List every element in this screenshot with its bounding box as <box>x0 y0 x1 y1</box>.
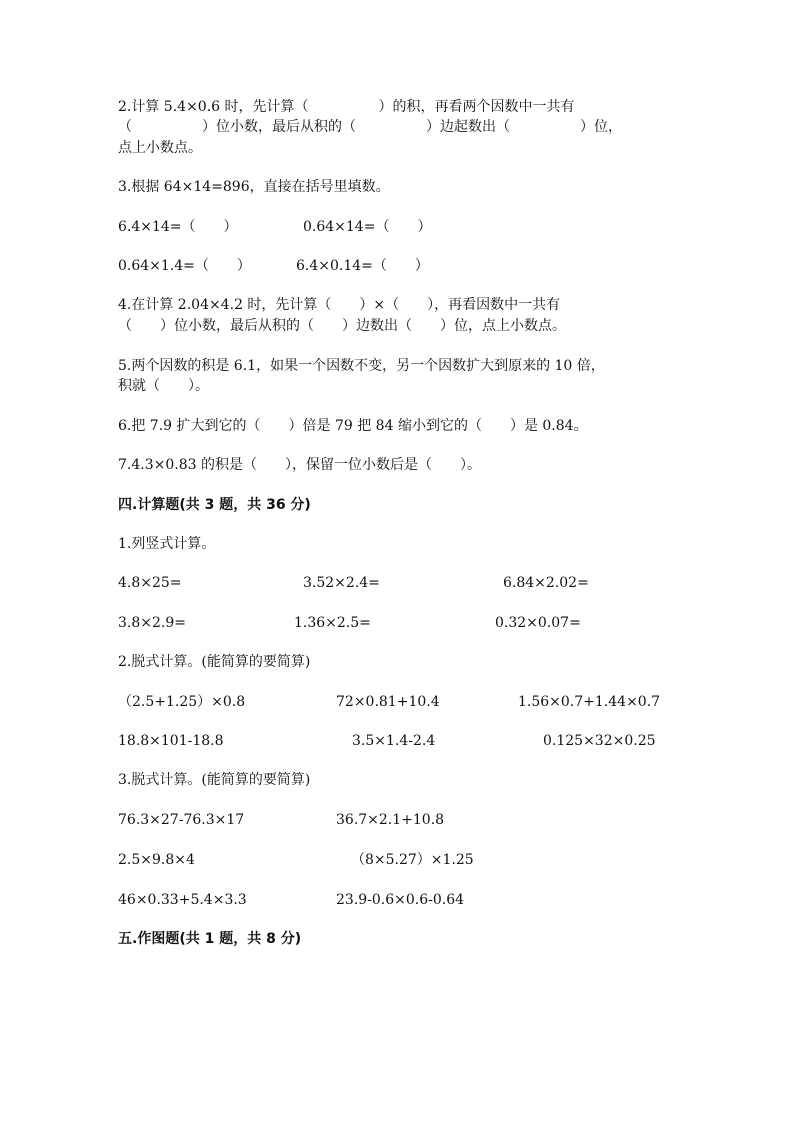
s4-p3-expr: 2.5×9.8×4 <box>118 852 195 868</box>
s4-p2-title: 2.脱式计算。(能简算的要简算) <box>118 654 311 670</box>
q3-item-3: 0.64×1.4=（ ） <box>118 258 251 274</box>
q3-item-4: 6.4×0.14=（ ） <box>296 258 429 274</box>
s4-p2-expr: （2.5+1.25）×0.8 <box>118 694 246 710</box>
section-5-title: 五.作图题(共 1 题，共 8 分) <box>118 931 302 947</box>
s4-p3-expr: 46×0.33+5.4×3.3 <box>118 892 247 908</box>
q4-line-2: （ ）位小数，最后从积的（ ）边数出（ ）位，点上小数点。 <box>118 318 566 334</box>
s4-p3-expr: （8×5.27）×1.25 <box>351 852 474 868</box>
q2-line-2: （ ）位小数，最后从积的（ ）边起数出（ ）位， <box>118 119 622 135</box>
s4-p1-expr: 6.84×2.02= <box>503 575 589 591</box>
q5-line-2: 积就（ ）。 <box>118 378 209 394</box>
s4-p3-expr: 23.9-0.6×0.6-0.64 <box>336 892 465 908</box>
s4-p1-expr: 1.36×2.5= <box>294 615 371 631</box>
q5-line-1: 5.两个因数的积是 6.1，如果一个因数不变，另一个因数扩大到原来的 10 倍， <box>118 358 605 374</box>
q7-text: 7.4.3×0.83 的积是（ ），保留一位小数后是（ ）。 <box>118 457 481 473</box>
s4-p1-title: 1.列竖式计算。 <box>118 536 216 552</box>
q3-item-2: 0.64×14=（ ） <box>303 219 432 235</box>
s4-p2-expr: 3.5×1.4-2.4 <box>352 733 436 749</box>
q6-text: 6.把 7.9 扩大到它的（ ）倍是 79 把 84 缩小到它的（ ）是 0.84。 <box>118 418 588 434</box>
q2-line-3: 点上小数点。 <box>118 140 202 156</box>
s4-p2-expr: 18.8×101-18.8 <box>118 733 224 749</box>
q3-item-1: 6.4×14=（ ） <box>118 219 238 235</box>
section-4-title: 四.计算题(共 3 题，共 36 分) <box>118 497 311 513</box>
q3-text: 3.根据 64×14=896，直接在括号里填数。 <box>118 179 390 195</box>
s4-p2-expr: 1.56×0.7+1.44×0.7 <box>518 694 661 710</box>
s4-p1-expr: 0.32×0.07= <box>495 615 581 631</box>
s4-p2-expr: 0.125×32×0.25 <box>543 733 656 749</box>
s4-p3-expr: 76.3×27-76.3×17 <box>118 812 245 828</box>
s4-p1-expr: 4.8×25= <box>118 575 182 591</box>
s4-p2-expr: 72×0.81+10.4 <box>336 694 440 710</box>
q4-line-1: 4.在计算 2.04×4.2 时，先计算（ ）×（ ），再看因数中一共有 <box>118 297 561 313</box>
s4-p3-expr: 36.7×2.1+10.8 <box>336 812 445 828</box>
q2-line-1: 2.计算 5.4×0.6 时，先计算（ ）的积，再看两个因数中一共有 <box>118 99 575 115</box>
s4-p3-title: 3.脱式计算。(能简算的要简算) <box>118 772 311 788</box>
s4-p1-expr: 3.52×2.4= <box>303 575 380 591</box>
s4-p1-expr: 3.8×2.9= <box>118 615 186 631</box>
